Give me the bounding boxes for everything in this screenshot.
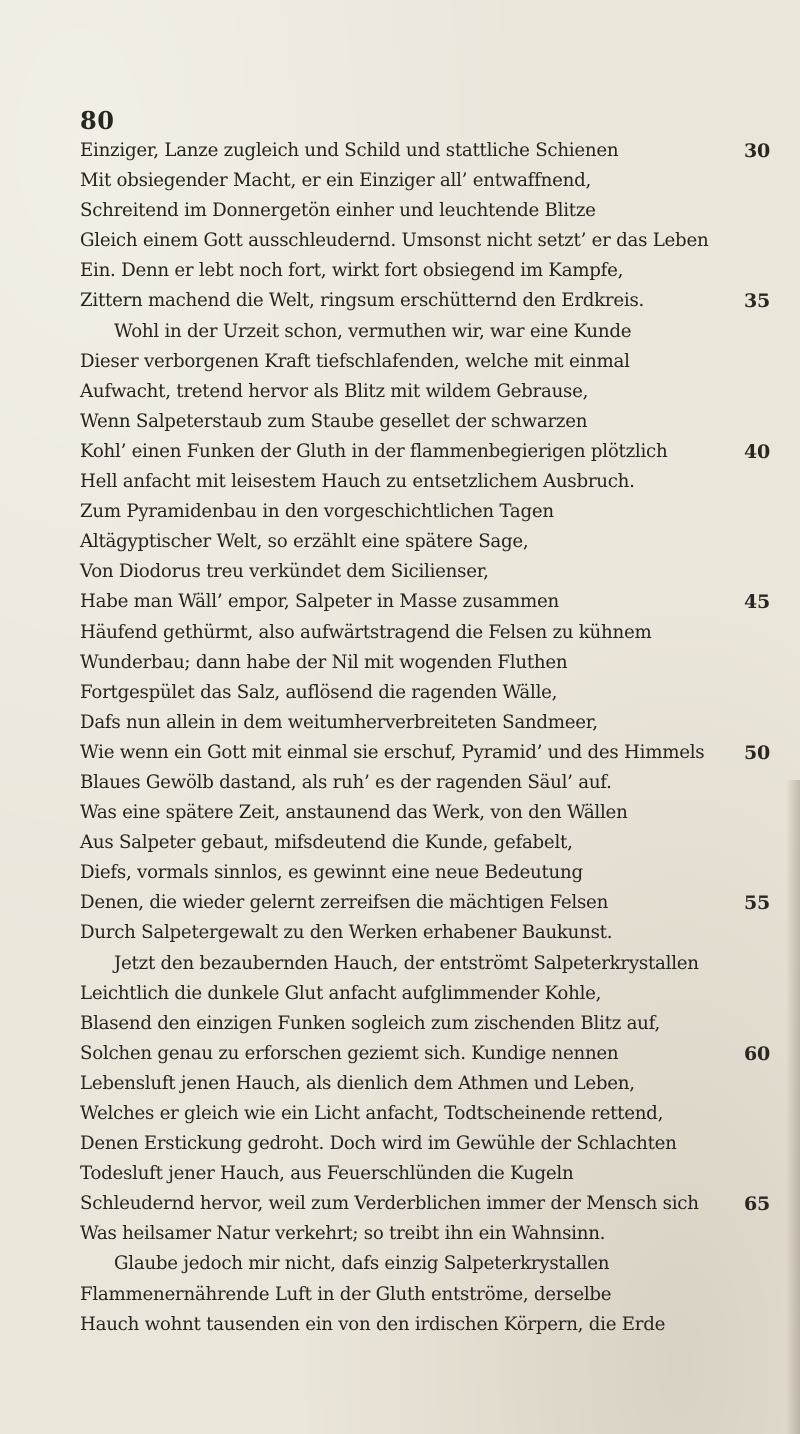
poem-line bbox=[80, 317, 770, 347]
poem-line-text: Flammenernährende Luft in der Gluth entströme, derselbe bbox=[80, 1283, 612, 1305]
poem-line bbox=[80, 979, 770, 1009]
poem-line-text: Was eine spätere Zeit, anstaunend das Werk, von den Wällen bbox=[80, 802, 628, 824]
poem-line-text: Wie wenn ein Gott mit einmal sie erschuf, Pyramid’ und des Himmels bbox=[80, 741, 705, 763]
poem-line-text: Denen, die wieder gelernt zerreifsen die mächtigen Felsen bbox=[80, 892, 609, 914]
line-number: 45 bbox=[744, 591, 770, 614]
poem-line-text: Gleich einem Gott ausschleudernd. Umsonst nicht setzt’ er das Leben bbox=[80, 230, 709, 252]
poem-line-text: Wohl in der Urzeit schon, vermuthen wir, war eine Kunde bbox=[114, 320, 632, 342]
poem-line bbox=[80, 407, 770, 437]
poem-line-text: Welches er gleich wie ein Licht anfacht, Todtscheinende rettend, bbox=[80, 1103, 664, 1124]
poem-line bbox=[80, 1069, 770, 1099]
poem-line bbox=[80, 527, 770, 557]
poem-line bbox=[80, 1280, 770, 1310]
poem-line bbox=[80, 768, 770, 798]
poem-line bbox=[80, 136, 770, 166]
poem-line-text: Ein. Denn er lebt noch fort, wirkt fort obsiegend im Kampfe, bbox=[80, 260, 624, 282]
poem-line-text: Kohl’ einen Funken der Gluth in der flammenbegierigen plötzlich bbox=[80, 440, 668, 462]
poem-line-text: Aufwacht, tretend hervor als Blitz mit wildem Gebrause, bbox=[80, 380, 589, 402]
poem-line bbox=[80, 1039, 770, 1069]
poem-line-text: Altägyptischer Welt, so erzählt eine spätere Sage, bbox=[80, 531, 529, 553]
poem-line-text: Einziger, Lanze zugleich und Schild und stattliche Schienen bbox=[80, 140, 619, 161]
poem-line-text: Solchen genau zu erforschen geziemt sich. Kundige nennen bbox=[80, 1042, 619, 1064]
poem-line bbox=[80, 918, 770, 948]
poem-line bbox=[80, 1009, 770, 1039]
poem-line-text: Was heilsamer Natur verkehrt; so treibt ihn ein Wahnsinn. bbox=[80, 1223, 606, 1245]
poem-line-text: Habe man Wäll’ empor, Salpeter in Masse zusammen bbox=[80, 591, 559, 613]
poem-line-text: Wenn Salpeterstaub zum Staube gesellet der schwarzen bbox=[80, 410, 588, 432]
poem-line-text: Mit obsiegender Macht, er ein Einziger all’ entwaffnend, bbox=[80, 170, 591, 192]
poem-line-text: Todesluft jener Hauch, aus Feuerschlünden die Kugeln bbox=[80, 1163, 574, 1185]
poem-line bbox=[80, 1310, 770, 1340]
poem-line bbox=[80, 1099, 770, 1129]
poem-line bbox=[80, 648, 770, 678]
poem-line-text: Jetzt den bezaubernden Hauch, der entströmt Salpeterkrystallen bbox=[114, 952, 699, 974]
poem-line-text: Denen Erstickung gedroht. Doch wird im Gewühle der Schlachten bbox=[80, 1133, 677, 1155]
line-number: 60 bbox=[744, 1042, 770, 1065]
poem-line-text: Schleudernd hervor, weil zum Verderblichen immer der Mensch sich bbox=[80, 1193, 699, 1215]
poem-line-text: Dafs nun allein in dem weitumherverbreiteten Sandmeer, bbox=[80, 711, 598, 733]
poem-line-text: Zum Pyramidenbau in den vorgeschichtlichen Tagen bbox=[80, 501, 554, 523]
poem-line bbox=[80, 1129, 770, 1159]
poem-line-text: Von Diodorus treu verkündet dem Sicilienser, bbox=[80, 561, 489, 583]
poem-line-text: Durch Salpetergewalt zu den Werken erhabener Baukunst. bbox=[80, 922, 613, 944]
line-number: 40 bbox=[744, 440, 770, 463]
line-number: 30 bbox=[744, 140, 770, 162]
poem-line bbox=[80, 347, 770, 377]
poem-line bbox=[80, 1189, 770, 1219]
poem-line-text: Zittern machend die Welt, ringsum erschütternd den Erdkreis. bbox=[80, 290, 645, 312]
poem-line-text: Hell anfacht mit leisestem Hauch zu entsetzlichem Ausbruch. bbox=[80, 471, 635, 493]
poem-line bbox=[80, 166, 770, 196]
poem-line bbox=[80, 587, 770, 617]
poem-text-block bbox=[80, 136, 770, 1340]
poem-line bbox=[80, 888, 770, 918]
poem-line-text: Lebensluft jenen Hauch, als dienlich dem Athmen und Leben, bbox=[80, 1072, 635, 1094]
poem-line bbox=[80, 828, 770, 858]
poem-line bbox=[80, 286, 770, 316]
line-number: 50 bbox=[744, 741, 770, 764]
poem-line bbox=[80, 196, 770, 226]
poem-line bbox=[80, 256, 770, 286]
poem-line-text: Blaues Gewölb dastand, als ruh’ es der ragenden Säul’ auf. bbox=[80, 771, 612, 793]
poem-line bbox=[80, 618, 770, 648]
line-number: 65 bbox=[744, 1193, 770, 1216]
poem-line bbox=[80, 1249, 770, 1279]
poem-line bbox=[80, 798, 770, 828]
poem-line-text: Diefs, vormals sinnlos, es gewinnt eine neue Bedeutung bbox=[80, 862, 583, 884]
poem-line bbox=[80, 497, 770, 527]
poem-line-text: Leichtlich die dunkele Glut anfacht aufglimmender Kohle, bbox=[80, 982, 602, 1004]
line-number: 55 bbox=[744, 892, 770, 915]
poem-line bbox=[80, 1219, 770, 1249]
poem-line bbox=[80, 557, 770, 587]
poem-line-text: Aus Salpeter gebaut, mifsdeutend die Kunde, gefabelt, bbox=[80, 832, 573, 854]
poem-line bbox=[80, 678, 770, 708]
poem-line-text: Wunderbau; dann habe der Nil mit wogenden Fluthen bbox=[80, 651, 568, 673]
page-number: 80 bbox=[80, 106, 115, 135]
poem-line bbox=[80, 949, 770, 979]
poem-line bbox=[80, 708, 770, 738]
poem-line bbox=[80, 437, 770, 467]
line-number: 35 bbox=[744, 290, 770, 313]
poem-line-text: Dieser verborgenen Kraft tiefschlafenden, welche mit einmal bbox=[80, 350, 630, 372]
poem-line-text: Glaube jedoch mir nicht, dafs einzig Salpeterkrystallen bbox=[114, 1253, 610, 1275]
poem-line bbox=[80, 858, 770, 888]
poem-line bbox=[80, 1159, 770, 1189]
poem-line bbox=[80, 226, 770, 256]
poem-line-text: Häufend gethürmt, also aufwärtstragend die Felsen zu kühnem bbox=[80, 621, 652, 643]
poem-line-text: Blasend den einzigen Funken sogleich zum zischenden Blitz auf, bbox=[80, 1012, 661, 1034]
poem-line-text: Schreitend im Donnergetön einher und leuchtende Blitze bbox=[80, 200, 596, 222]
poem-line bbox=[80, 467, 770, 497]
page-edge-shadow bbox=[786, 780, 800, 1434]
poem-line bbox=[80, 377, 770, 407]
poem-line-text: Fortgespület das Salz, auflösend die ragenden Wälle, bbox=[80, 681, 558, 703]
poem-line bbox=[80, 738, 770, 768]
poem-line-text: Hauch wohnt tausenden ein von den irdischen Körpern, die Erde bbox=[80, 1313, 666, 1335]
